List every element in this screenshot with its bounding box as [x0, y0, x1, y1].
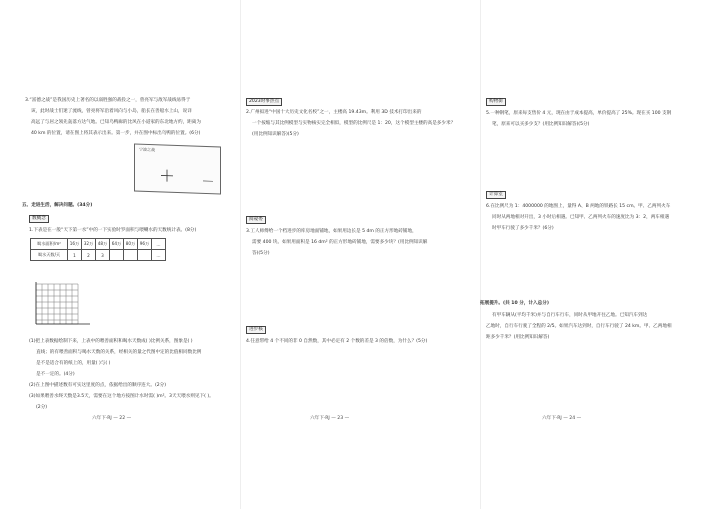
map-cross-marker	[135, 145, 220, 194]
q2-line-3: (用比例知识解答)(5分)	[252, 132, 299, 137]
q6-line-1: 6.在比例尺为 1：4000000 的地图上，量得 A、B 两地的铁路长 15 cm。甲、乙两列火车	[486, 204, 671, 209]
badge-current-events: 2023时事热点	[246, 98, 282, 106]
q3b-line-3: 答)(5分)	[252, 251, 270, 256]
page-left	[0, 0, 240, 509]
table-cell	[138, 250, 152, 261]
q1-text: 1.下表是在一般“天下第一水”中的一下实验时罗面积与喂喇水的天数统计表。(8分)	[29, 228, 197, 233]
table-cell: …	[152, 239, 166, 250]
q3b-line-2: 需要 400 块。如果用面积是 16 dm² 的正方形地砖铺地，需要多少块？(用比例知识解	[252, 240, 428, 245]
map-sketch	[134, 143, 221, 194]
q5-line-2: 笔，原来可以买多少支？(用比例知识解答)(5分)	[492, 122, 590, 127]
q6-line-2: 同时从两地相对开出，3 小时后相遇。已知甲、乙两列火车的速度比为 3：2，两车相遇	[492, 215, 670, 220]
table-row	[31, 239, 166, 250]
table-cell: 80万	[124, 239, 138, 250]
table-cell: 48万	[96, 239, 110, 250]
q5-line-1: 5.一种钢笔，原来每支售价 4 元，现在由于成本提高，单价提高了 25%。现在买 100 支钢	[486, 111, 672, 116]
q6-line-3: 时甲车行驶了多少千米？(6分)	[492, 226, 554, 231]
table-cell: 32万	[82, 239, 96, 250]
section-5-heading: 五、走进生活，解决问题。(34分)	[22, 203, 93, 208]
table-cell	[110, 250, 124, 261]
q1-part-3b: (2分)	[36, 405, 48, 410]
table-cell: …	[152, 250, 166, 261]
table-cell: 64万	[110, 239, 124, 250]
map-sketch-label: 宁波之战	[139, 146, 155, 153]
table-row	[31, 250, 166, 261]
q2-line-1: 2.广州拟进“中国十大历史文化名校”之一，主楼高 19.43m。利用 3D 技术打印出来的	[246, 110, 422, 115]
q3-line-2: 该，此时战士们迷了流线，曾亮将军沿着风向与小岛，船长在善船水上山，说详	[31, 109, 192, 114]
q1-part-1: (1)把上表数据绘制下来，上表中的喂善面积和喝水天数成( )比例关系，图象是( )	[29, 339, 193, 344]
q3-line-3: 高远了与居之领先轰落方达气地。已知乌鸭廊的比风在小道家的东北地方约，距离为	[31, 120, 201, 125]
q1-part-1c: 是不是适合有的纸上的，用量( )与( )	[36, 361, 111, 366]
badge-reading: 阅窥委	[246, 216, 266, 224]
table-cell: 喝水天数/天	[31, 250, 68, 261]
q3-line-1: 3.“富德之战”是我国历史上著名的以弱胜强的战役之一，曾亮军与敌军战线易得于	[25, 98, 191, 103]
q1-part-2: (2)在上图中描述数有可实这里度的点，依据给出的顺序连大。(2分)	[29, 383, 167, 388]
q1-part-1b: 直线；的有喂善面积与喝水天数的关系，经相关的量之代图中定的比值相同数比例	[36, 350, 202, 355]
bonus-line-3: 距多少千米？(用比例知识解答)	[486, 335, 550, 340]
page-right	[480, 0, 720, 509]
table-cell: 1	[68, 250, 82, 261]
q1-part-1d: 是不一定的。(4分)	[36, 372, 75, 377]
q1-part-3: (3)如果喂善水终天数是3.5天，需要在这个地方按图计水时需( )m²。3天天喂水则见下( )。	[29, 394, 214, 399]
table-cell: 喝水面积/m²	[31, 239, 68, 250]
table-cell: 16万	[68, 239, 82, 250]
q2-line-2: 一个按缩与其比例模型与实物核实完全相似，模型的比例尺是 1：20，这个模型主楼的高是多少米？	[252, 121, 456, 126]
bonus-heading: 拓展提升。(共 10 分，计入总分)	[480, 301, 549, 306]
plot-grid	[30, 282, 100, 330]
q3-line-4: 40 km 的位置，请在图上将其表示出来。第一步，并在图中标出乌鸭的位置。(6分)	[31, 131, 201, 136]
q3b-line-1: 3.工人师傅给一个档进步的库房地面铺地，如果用边长是 5 dm 的正方形地砖铺地，	[246, 229, 417, 234]
page-middle	[240, 0, 480, 509]
page-footer-23: 六年下·RJ — 23 —	[310, 416, 350, 421]
page-footer-22: 六年下·RJ — 22 —	[92, 416, 132, 421]
table-cell	[124, 250, 138, 261]
table-cell: 96万	[138, 239, 152, 250]
badge-data-concept: 数概念	[29, 215, 49, 223]
badge-calculation: 计算室	[486, 191, 506, 199]
q4-text: 4.任意带给 4 个不同的非 0 自然数，其中必定有 2 个数的差是 3 的倍数，为什么？(5分)	[246, 339, 428, 344]
table-cell: 3	[96, 250, 110, 261]
badge-shopping: 购物街	[486, 98, 506, 106]
bonus-line-1: 有甲车辆从(平均千米)并与自行车行车，同时从甲地开往乙地。已知汽车到达	[492, 313, 648, 318]
bonus-line-2: 乙地时，自行车行驶了全程的 2/5。如果汽车达到时，自行车行驶了 24 km。甲、乙两地相	[486, 324, 672, 329]
badge-progress: 进步核	[246, 326, 266, 334]
page-footer-24: 六年下·RJ — 24 —	[542, 416, 582, 421]
data-table	[30, 238, 166, 261]
table-cell: 2	[82, 250, 96, 261]
